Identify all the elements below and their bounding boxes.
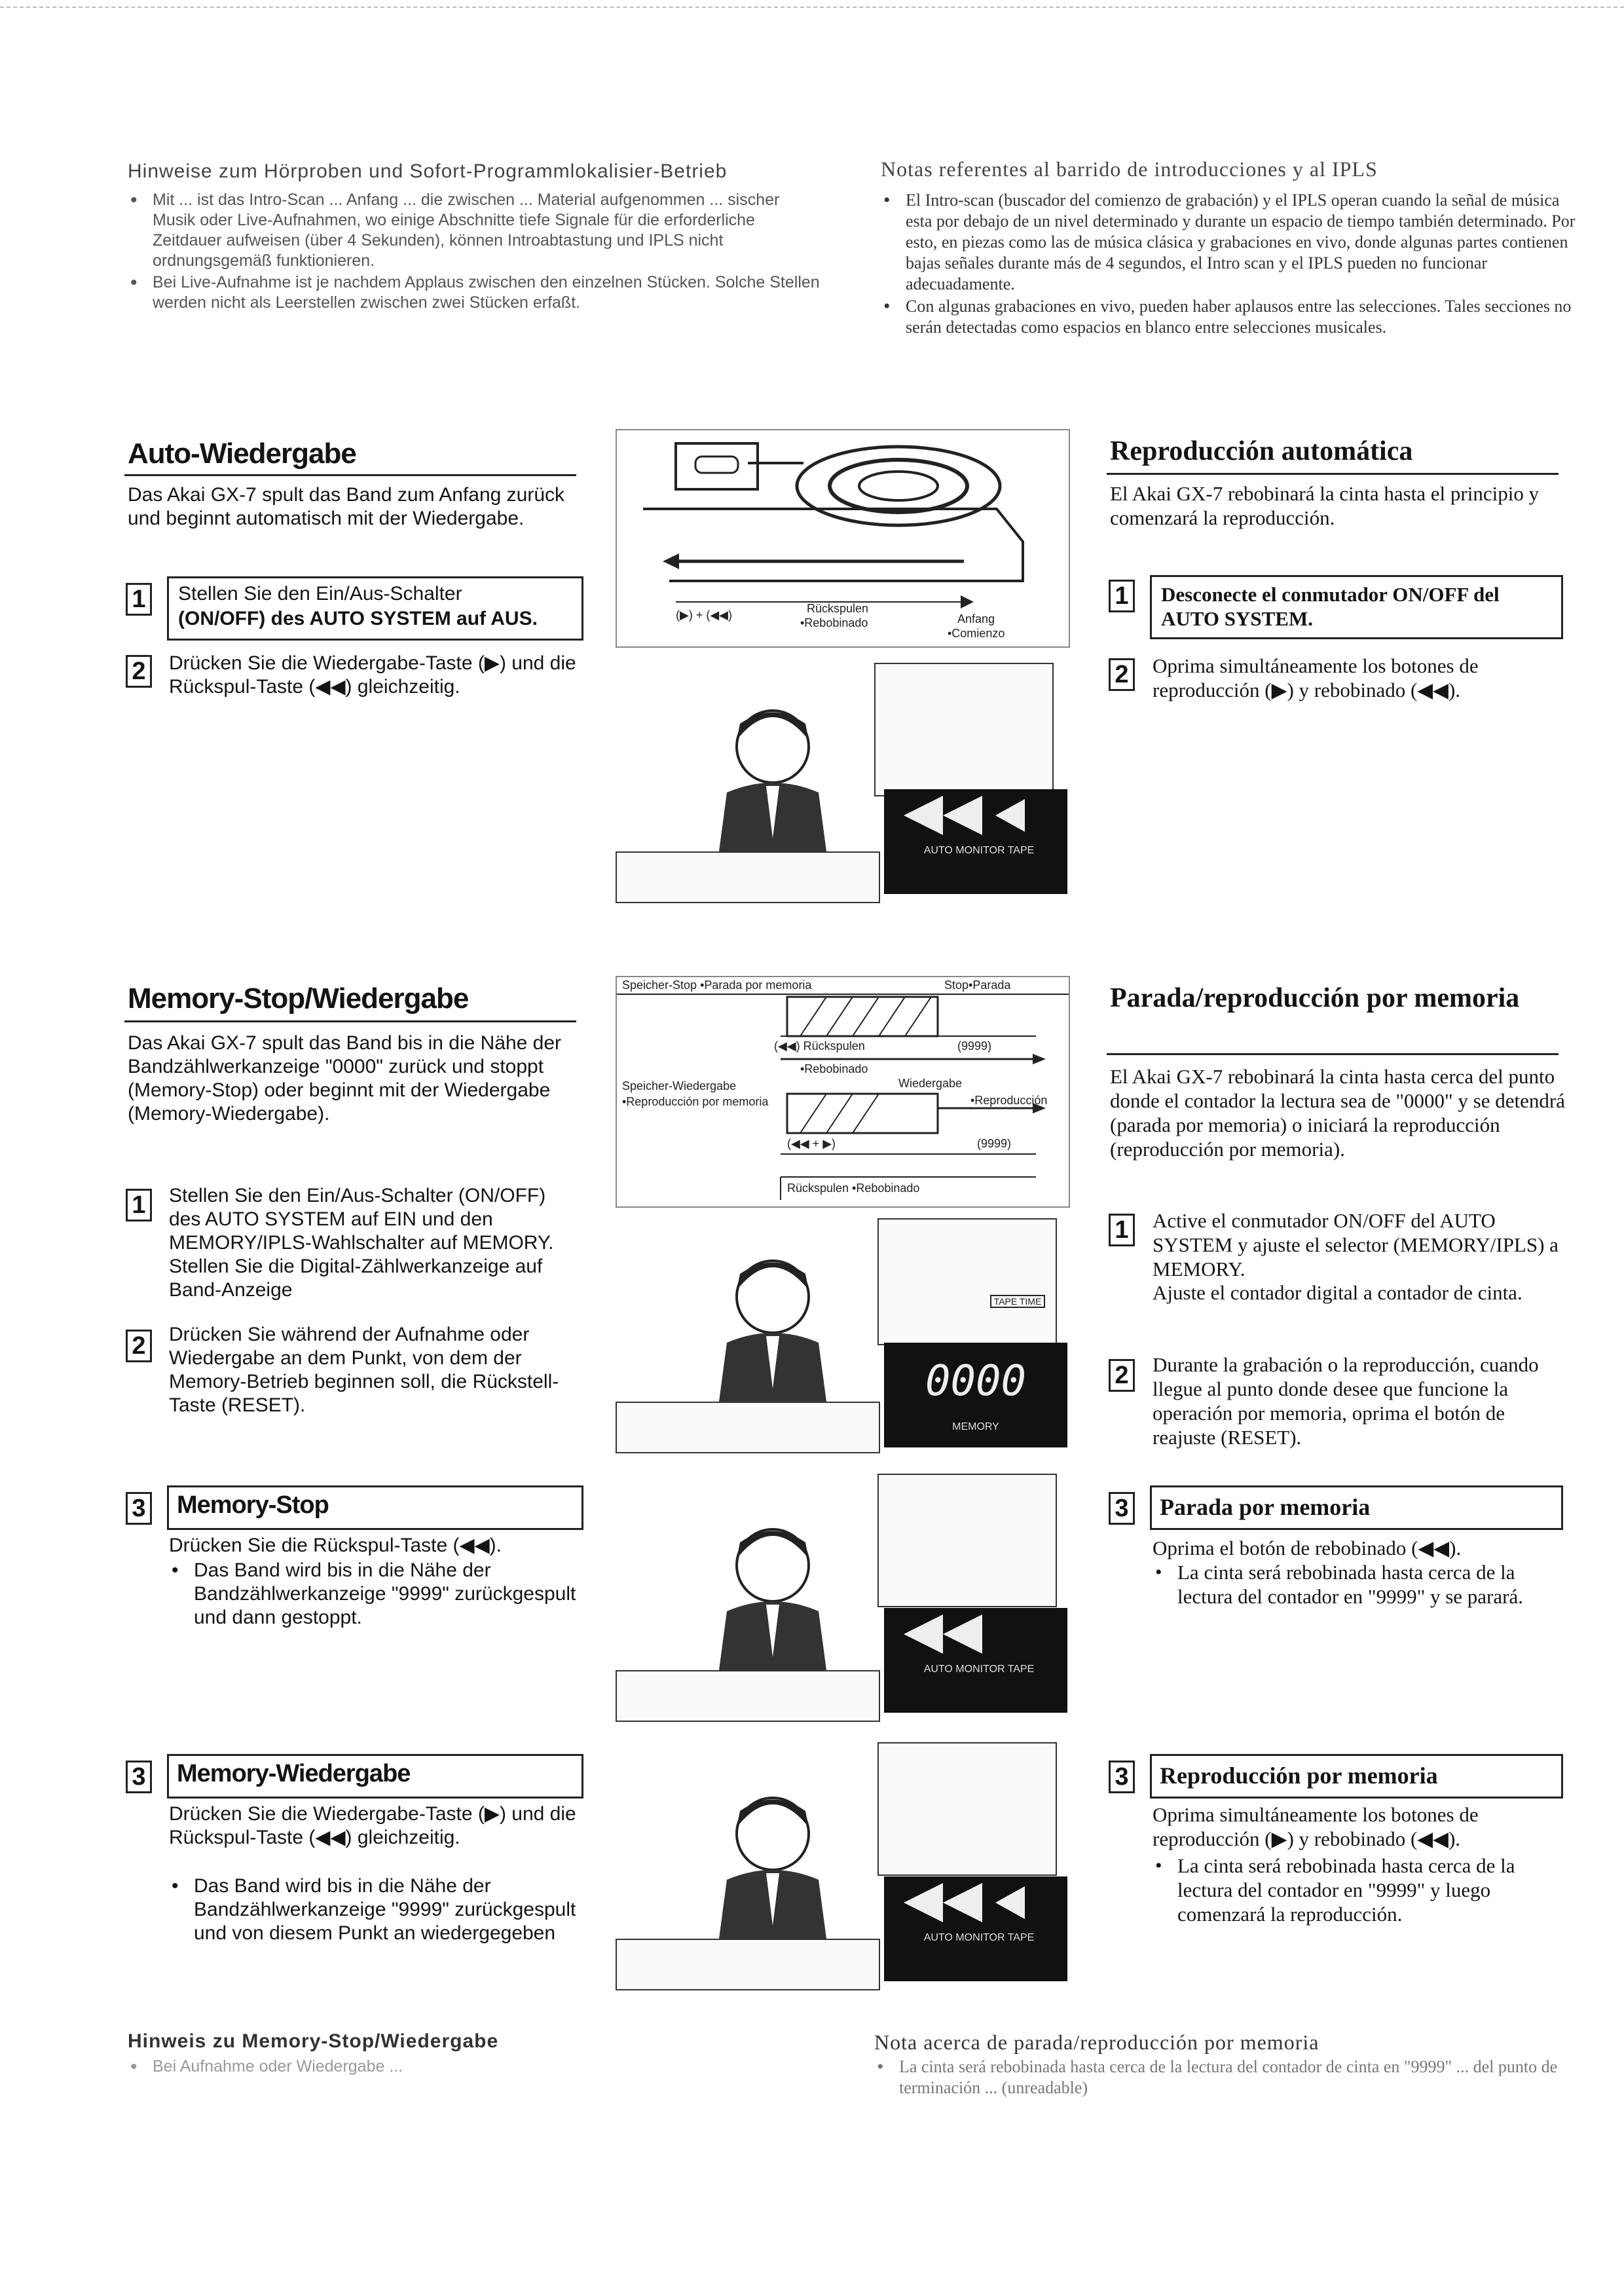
auto-de-step1-box: [167, 576, 583, 641]
auto-hand-illustration: [616, 655, 1067, 907]
auto-de-step2-number: 2: [126, 655, 152, 688]
memory-de-step1-text: Stellen Sie den Ein/Aus-Schalter (ON/OFF) des AUTO SYSTEM auf EIN und den MEMORY/IPLS-Wahlschalter auf MEMORY. Stellen Sie die Digital-Zählwerkanzeige auf Band-Anzeige: [169, 1185, 554, 1301]
auto-es-step1-text: Desconecte el conmutador ON/OFF del AUTO SYSTEM.: [1161, 583, 1500, 630]
fig-keys-label: (▶) + (◀◀): [676, 608, 733, 622]
memory-de-rule: [124, 1020, 576, 1022]
display-panel: [884, 1608, 1067, 1713]
deck-unit: [616, 851, 880, 903]
notes-bottom-es-list: [874, 2057, 1568, 2100]
memory-de-intro: Das Akai GX-7 spult das Band bis in die Nähe der Bandzählwerkanzeige "0000" zurück und stoppt (Memory-Stop) oder beginnt mit der Wiedergabe (Memory-Wiedergabe).: [128, 1032, 562, 1125]
deck-unit: [616, 1670, 880, 1722]
mstop-de-step-number: 3: [126, 1492, 152, 1525]
auto-es-title: Reproducción automática: [1110, 436, 1413, 466]
mplay-de-title: Memory-Wiedergabe: [177, 1760, 411, 1787]
tape-time-label: TAPE TIME: [990, 1295, 1045, 1308]
fig-start-label: Anfang: [957, 612, 995, 625]
notes-top-es-title: Notas referentes al barrido de introducciones y al IPLS: [881, 157, 1378, 181]
auto-es-step1-box: [1150, 575, 1563, 639]
fig-play-label-es: •Reproducción: [970, 1094, 1048, 1107]
fig-memory-play-label: Speicher-Wiedergabe: [622, 1079, 737, 1092]
mstop-es-title-box: [1150, 1485, 1563, 1530]
mplay-de-text: Drücken Sie die Wiedergabe-Taste (▶) und die Rückspul-Taste (◀◀) gleichzeitig.: [169, 1803, 576, 1848]
top-dashed-line: [0, 7, 1624, 8]
mplay-de-notes: [169, 1874, 581, 1947]
fig-play-label: Wiedergabe: [898, 1077, 963, 1090]
mstop-es-text: Oprima el botón de rebobinado (◀◀).: [1153, 1537, 1462, 1559]
mplay-es-step-number: 3: [1109, 1761, 1135, 1793]
list-item: • Das Band wird bis in die Nähe der Bandzählwerkanzeige "9999" zurückgespult und von diesem Punkt an wiedergegeben: [169, 1874, 581, 1945]
mplay-de-step-number: 3: [126, 1761, 152, 1793]
list-item: • El Intro-scan (buscador del comienzo de grabación) y el IPLS operan cuando la señal de música esta por debajo de un nivel determinado y durante un espacio de tiempo también determinado. Por esto, en piezas como las de música clásica y grabaciones en vivo, donde algunas partes contienen bajas señales durante más de 4 segundos, el Intro scan y el IPLS pueden no funcionar adecuadamente.: [881, 190, 1581, 295]
deck-front-panel: [877, 1218, 1057, 1345]
auto-de-intro: Das Akai GX-7 spult das Band zum Anfang zurück und beginnt automatisch mit der Wiedergabe.: [128, 484, 565, 529]
auto-es-rule: [1107, 473, 1559, 475]
mstop-de-text: Drücken Sie die Rückspul-Taste (◀◀).: [169, 1535, 502, 1556]
memory-de-step1-number: 1: [126, 1189, 152, 1221]
auto-de-rule: [124, 474, 576, 476]
notes-bottom-es-title: Nota acerca de parada/reproducción por memoria: [874, 2030, 1320, 2054]
memory-hand-illustration: [616, 1205, 1067, 1457]
memory-es-step1-number: 1: [1109, 1214, 1135, 1246]
fig-keys-label: (◀◀ + ▶): [787, 1137, 836, 1150]
rewind-arrows-icon: [884, 789, 1067, 842]
mstop-hand-illustration: [616, 1474, 1067, 1726]
memory-es-title: Parada/reproducción por memoria: [1110, 983, 1520, 1013]
display-panel: [884, 789, 1067, 894]
deck-unit: [616, 1402, 880, 1453]
auto-de-step2-text: Drücken Sie die Wiedergabe-Taste (▶) und die Rückspul-Taste (◀◀) gleichzeitig.: [169, 652, 576, 698]
fig-count2-label: (9999): [977, 1137, 1012, 1150]
auto-tape-diagram: [616, 429, 1070, 648]
memory-de-title: Memory-Stop/Wiedergabe: [128, 982, 469, 1015]
deck-front-panel: [877, 1474, 1057, 1607]
list-item: • Con algunas grabaciones en vivo, pueden haber aplausos entre las selecciones. Tales secciones no serán detectadas como espacios en blanco entre selecciones musicales.: [881, 296, 1581, 338]
fig-rewind-label-es: •Rebobinado: [800, 1062, 868, 1075]
notes-bottom-de-list: [128, 2057, 822, 2078]
counter-display: [884, 1343, 1067, 1447]
auto-de-step1-line1: Stellen Sie den Ein/Aus-Schalter: [178, 583, 462, 605]
deck-front-panel: [877, 1742, 1057, 1876]
auto-es-step1-number: 1: [1109, 580, 1135, 612]
fig-top-right-label: Stop•Parada: [944, 979, 1011, 992]
notes-top-de-list: [128, 190, 822, 314]
memory-indicator: MEMORY: [952, 1421, 999, 1432]
counter-value: 0000: [925, 1357, 1027, 1406]
list-item: • Das Band wird bis in die Nähe der Bandzählwerkanzeige "9999" zurückgespult und dann gestoppt.: [169, 1559, 581, 1630]
mstop-es-title: Parada por memoria: [1160, 1494, 1371, 1520]
notes-top-es-list: [881, 190, 1581, 339]
auto-es-step2-text: Oprima simultáneamente los botones de reproducción (▶) y rebobinado (◀◀).: [1153, 654, 1479, 701]
deck-unit: [616, 1939, 880, 1990]
auto-de-step1-number: 1: [126, 583, 152, 616]
display-text: AUTO MONITOR TAPE: [923, 1664, 1035, 1675]
fig-rewind2-label: Rückspulen •Rebobinado: [787, 1182, 920, 1195]
mplay-de-title-box: [167, 1754, 583, 1799]
list-item: • Bei Live-Aufnahme ist je nachdem Applaus zwischen den einzelnen Stücken. Solche Stellen werden nicht als Leerstellen zwischen zwei Stücken erfaßt.: [128, 272, 822, 313]
list-item: • La cinta será rebobinada hasta cerca de la lectura del contador en "9999" y luego comenzará la reproducción.: [1153, 1854, 1562, 1926]
rewind-arrows-icon: [884, 1876, 1067, 1929]
mplay-hand-illustration: [616, 1742, 1067, 1994]
memory-es-step2-text: Durante la grabación o la reproducción, cuando llegue al punto donde desee que funcione la operación por memoria, oprima el botón de reajuste (RESET).: [1153, 1353, 1539, 1449]
fig-top-left-label: Speicher-Stop •Parada por memoria: [622, 979, 812, 992]
list-item: • La cinta será rebobinada hasta cerca de la lectura del contador de cinta en "9999" ... del punto de terminación ... (unreadable): [874, 2057, 1568, 2098]
mstop-de-title-box: [167, 1485, 583, 1530]
deck-front-panel: [874, 663, 1054, 796]
auto-de-title: Auto-Wiedergabe: [128, 438, 356, 470]
mplay-es-text: Oprima simultáneamente los botones de reproducción (▶) y rebobinado (◀◀).: [1153, 1803, 1479, 1850]
memory-tape-diagram: [616, 976, 1070, 1208]
list-item: • Mit ... ist das Intro-Scan ... Anfang ... die zwischen ... Material aufgenommen ... sischer Musik oder Live-Aufnahmen, wo einige Abschnitte tiefe Signale für die erforderliche Zeitdauer aufweisen (über 4 Sekunden), können Introabtastung und IPLS nicht ordnungsgemäß funktionieren.: [128, 190, 822, 271]
notes-bottom-de-title: Hinweis zu Memory-Stop/Wiedergabe: [128, 2030, 499, 2052]
auto-es-intro: El Akai GX-7 rebobinará la cinta hasta el principio y comenzará la reproducción.: [1110, 482, 1540, 529]
memory-es-step2-number: 2: [1109, 1359, 1135, 1392]
memory-es-step1-text: Active el conmutador ON/OFF del AUTO SYSTEM y ajuste el selector (MEMORY/IPLS) a MEMORY.: [1153, 1209, 1559, 1280]
fig-rewind-label: (◀◀) Rückspulen: [774, 1039, 865, 1053]
mstop-es-step-number: 3: [1109, 1492, 1135, 1525]
fig-rewind-label-es: •Rebobinado: [800, 616, 868, 629]
fig-memory-play-label-es: •Reproducción por memoria: [622, 1095, 769, 1108]
fig-rewind-label: Rückspulen: [807, 602, 869, 615]
memory-de-step2-number: 2: [126, 1330, 152, 1362]
rewind-arrows-icon: [884, 1608, 1067, 1660]
memory-es-rule: [1107, 1053, 1559, 1055]
auto-de-step1-line2: (ON/OFF) des AUTO SYSTEM auf AUS.: [178, 608, 538, 629]
display-panel: [884, 1876, 1067, 1981]
auto-es-step2-number: 2: [1109, 658, 1135, 691]
list-item: • Bei Aufnahme oder Wiedergabe ...: [128, 2057, 822, 2077]
fig-start-label-es: •Comienzo: [948, 627, 1005, 640]
memory-de-step2-text: Drücken Sie während der Aufnahme oder Wiedergabe an dem Punkt, von dem der Memory-Betrieb beginnen soll, die Rückstell-Taste (RESET).: [169, 1324, 559, 1416]
fig-count1-label: (9999): [957, 1039, 992, 1053]
notes-top-de-title: Hinweise zum Hörproben und Sofort-Programmlokalisier-Betrieb: [128, 160, 728, 182]
mstop-de-title: Memory-Stop: [177, 1491, 329, 1519]
mplay-es-title: Reproducción por memoria: [1160, 1762, 1438, 1789]
mplay-es-notes: [1153, 1854, 1562, 1928]
mplay-es-title-box: [1150, 1754, 1563, 1799]
mstop-es-notes: [1153, 1560, 1562, 1610]
display-text: AUTO MONITOR TAPE: [923, 1932, 1035, 1943]
mstop-de-notes: [169, 1559, 581, 1631]
list-item: • La cinta será rebobinada hasta cerca de la lectura del contador en "9999" y se parará.: [1153, 1560, 1562, 1609]
memory-es-step1b-text: Ajuste el contador digital a contador de cinta.: [1153, 1281, 1522, 1304]
memory-es-intro: El Akai GX-7 rebobinará la cinta hasta cerca del punto donde el contador la lectura sea de "0000" y se detendrá (parada por memoria) o iniciará la reproducción (reproducción por memoria).: [1110, 1065, 1565, 1161]
display-text: AUTO MONITOR TAPE: [923, 845, 1035, 856]
